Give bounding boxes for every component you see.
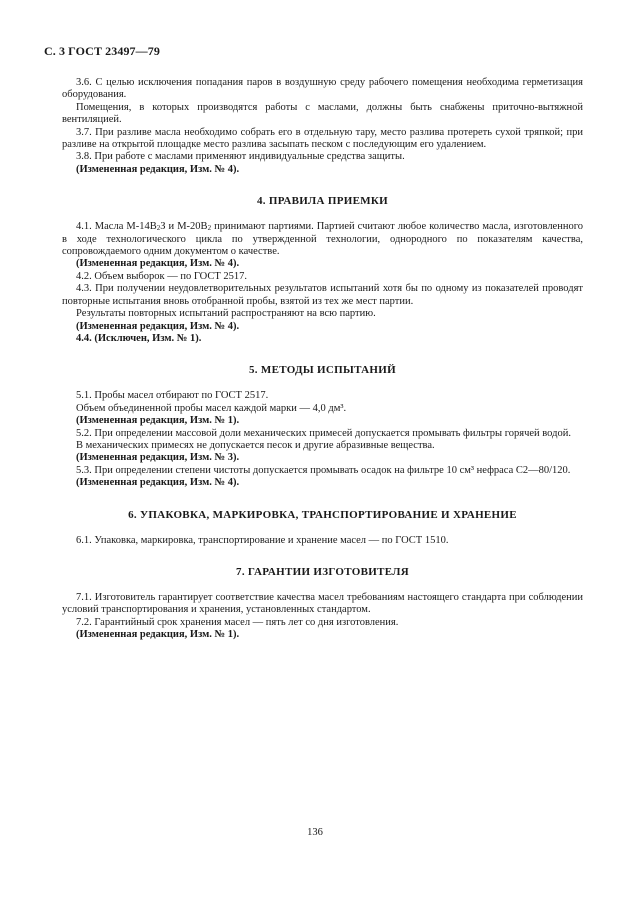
- paragraph: 7.1. Изготовитель гарантирует соответствие качества масел требованиям настоящего стандарта при соблюдении условий транспортирования и хранения, установленных стандартом.: [62, 591, 583, 616]
- amendment-note: (Измененная редакция, Изм. № 1).: [76, 629, 240, 641]
- paragraph: 3.8. При работе с маслами применяют индивидуальные средства защиты.: [76, 151, 405, 163]
- section-6-paragraphs: [62, 535, 583, 547]
- paragraph: 5.3. При определении степени чистоты допускается промывать осадок на фильтре 10 см³ нефраса С2—80/120.: [76, 464, 571, 476]
- paragraph: 7.2. Гарантийный срок хранения масел — пять лет со дня изготовления.: [76, 616, 399, 628]
- paragraph: Результаты повторных испытаний распространяют на всю партию.: [76, 308, 376, 320]
- page-number: 136: [307, 827, 323, 838]
- paragraph: 4.2. Объем выборок — по ГОСТ 2517.: [76, 270, 248, 282]
- paragraph: В механических примесях не допускается песок и другие абразивные вещества.: [76, 439, 435, 451]
- section-5-title: 5. МЕТОДЫ ИСПЫТАНИЙ: [249, 364, 396, 377]
- section-5-paragraphs: [62, 390, 583, 489]
- paragraph: Помещения, в которых производятся работы с маслами, должны быть снабжены приточно-вытяжной вентиляцией.: [62, 101, 583, 126]
- section-4-title: 4. ПРАВИЛА ПРИЕМКИ: [256, 195, 389, 208]
- section-3-continuation: [62, 77, 583, 176]
- paragraph-4-1: 4.1. Масла $М-14В_2З$ и $М-20В_2$ принимают партиями. Партией считают любое количество масла, изготовленного в ходе технологического цикла по утвержденной технологии, однородного по показателям качества, сопровождаемого одним документом о качестве.: [62, 221, 583, 258]
- section-6: [62, 509, 583, 547]
- section-5: [62, 364, 583, 489]
- paragraph: 4.3. При получении неудовлетворительных результатов испытаний хотя бы по одному из показателей проводят повторные испытания вновь отобранной пробы, взятой из тех же мест партии.: [62, 283, 583, 307]
- amendment-note: (Измененная редакция, Изм. № 4).: [76, 320, 240, 332]
- amendment-note: (Измененная редакция, Изм. № 1).: [76, 415, 240, 427]
- paragraph: 5.1. Пробы масел отбирают по ГОСТ 2517.: [76, 390, 269, 402]
- paragraph: 3.6. С целью исключения попадания паров в воздушную среду рабочего помещения необходима герметизация оборудования.: [62, 77, 583, 101]
- section-7-title: 7. ГАРАНТИИ ИЗГОТОВИТЕЛЯ: [236, 565, 409, 578]
- document-body: [62, 77, 583, 642]
- paragraph: Объем объединенной пробы масел каждой марки — 4,0 дм³.: [76, 402, 347, 414]
- page-header: С. 3 ГОСТ 23497—79: [44, 44, 160, 58]
- amendment-note: (Измененная редакция, Изм. № 4).: [76, 477, 240, 489]
- amendment-note: (Измененная редакция, Изм. № 4).: [76, 258, 240, 270]
- paragraph: 6.1. Упаковка, маркировка, транспортирование и хранение масел — по ГОСТ 1510.: [76, 534, 449, 546]
- section-7: [62, 566, 583, 642]
- section-4-paragraphs: [62, 258, 583, 345]
- amendment-note: (Измененная редакция, Изм. № 4).: [76, 163, 240, 175]
- section-6-title: 6. УПАКОВКА, МАРКИРОВКА, ТРАНСПОРТИРОВАНИЕ И ХРАНЕНИЕ: [128, 508, 517, 521]
- paragraph: 3.7. При разливе масла необходимо собрать его в отдельную тару, место разлива протереть сухой тряпкой; при разливе на открытой площадке место разлива засыпать песком с последующим его удалением.: [62, 126, 583, 151]
- section-7-paragraphs: [62, 592, 583, 642]
- paragraph: 5.2. При определении массовой доли механических примесей допускается промывать фильтры горячей водой.: [76, 427, 571, 439]
- amendment-note: 4.4. (Исключен, Изм. № 1).: [76, 332, 202, 344]
- amendment-note: (Измененная редакция, Изм. № 3).: [76, 452, 240, 464]
- section-4: [62, 195, 583, 345]
